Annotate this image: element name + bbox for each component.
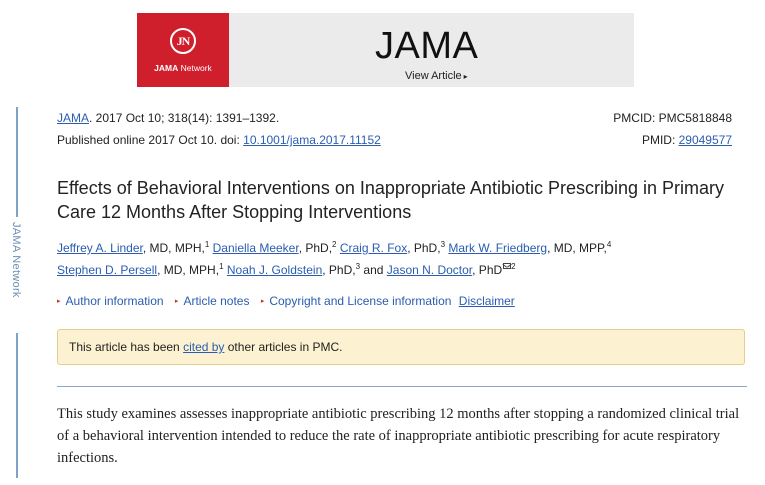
cited-by-notice: This article has been cited by other articles in PMC. [57, 329, 745, 365]
author-link[interactable]: Jason N. Doctor [386, 263, 473, 277]
article-info-links [57, 293, 515, 310]
triangle-right-icon: ▸ [174, 298, 179, 305]
logo-text: JAMA Network [154, 63, 212, 73]
citation-line: JAMA. 2017 Oct 10; 318(14): 1391–1392. [57, 111, 280, 125]
author-link[interactable]: Craig R. Fox [339, 241, 408, 255]
author-list: Jeffrey A. Linder, MD, MPH,$^1$ Daniella Meeker, PhD,$^2$ Craig R. Fox, PhD,$^3$ Mark W. Friedberg, MD, MPP,$^4$ Stephen D. Persell, MD, MPH,$^1$ Noah J. Goldstein, PhD,$^3$ and Jason N. Doctor, PhD $^2$ [57, 240, 612, 277]
section-divider [57, 386, 747, 387]
play-arrow-icon: ▸ [463, 72, 468, 81]
triangle-right-icon: ▸ [57, 298, 61, 305]
author-link[interactable]: Jeffrey A. Linder [57, 241, 143, 255]
doi-link[interactable]: 10.1001/jama.2017.11152 [243, 133, 381, 147]
abstract-text: This study examines assesses inappropriate antibiotic prescribing 12 months after stopping a randomized clinical trial of a behavioral intervention intended to reduce the rate of inappropriate antibiotic prescribing for acute respiratory infections. [57, 406, 740, 466]
author-link[interactable]: Mark W. Friedberg [448, 241, 548, 255]
author-link[interactable]: Stephen D. Persell [57, 263, 158, 277]
author-link[interactable]: Daniella Meeker [212, 241, 299, 255]
disclaimer-link[interactable]: Disclaimer [458, 294, 515, 308]
view-article-link[interactable]: View Article ▸ [405, 70, 468, 82]
envelope-icon[interactable] [503, 263, 511, 269]
article-title: Effects of Behavioral Interventions on Inappropriate Antibiotic Prescribing in Primary Care 12 Months After Stopping Interventions [57, 178, 725, 222]
triangle-right-icon: ▸ [260, 298, 265, 305]
copyright-toggle[interactable]: ▸ Copyright and License information [260, 294, 452, 308]
rail-line-bottom [16, 333, 18, 478]
rail-line-top [16, 107, 18, 217]
author-link[interactable]: Noah J. Goldstein [226, 263, 323, 277]
pmid-link[interactable]: 29049577 [678, 133, 732, 147]
rail-label: JAMA Network [10, 222, 22, 298]
published-line: Published online 2017 Oct 10. doi: 10.1001/jama.2017.11152 [57, 133, 381, 147]
journal-name: JAMA [375, 25, 479, 67]
jama-network-logo[interactable] [137, 13, 229, 87]
journal-link[interactable]: JAMA [57, 111, 90, 125]
pmid-line: PMID: 29049577 [641, 133, 732, 147]
cited-by-link[interactable]: cited by [183, 340, 225, 354]
author-information-toggle[interactable]: ▸ Author information [57, 294, 164, 308]
jn-logo-icon: JN [170, 28, 196, 54]
journal-banner[interactable] [137, 13, 634, 87]
article-notes-toggle[interactable]: ▸ Article notes [174, 294, 250, 308]
pmcid: PMCID: PMC5818848 [613, 111, 732, 125]
